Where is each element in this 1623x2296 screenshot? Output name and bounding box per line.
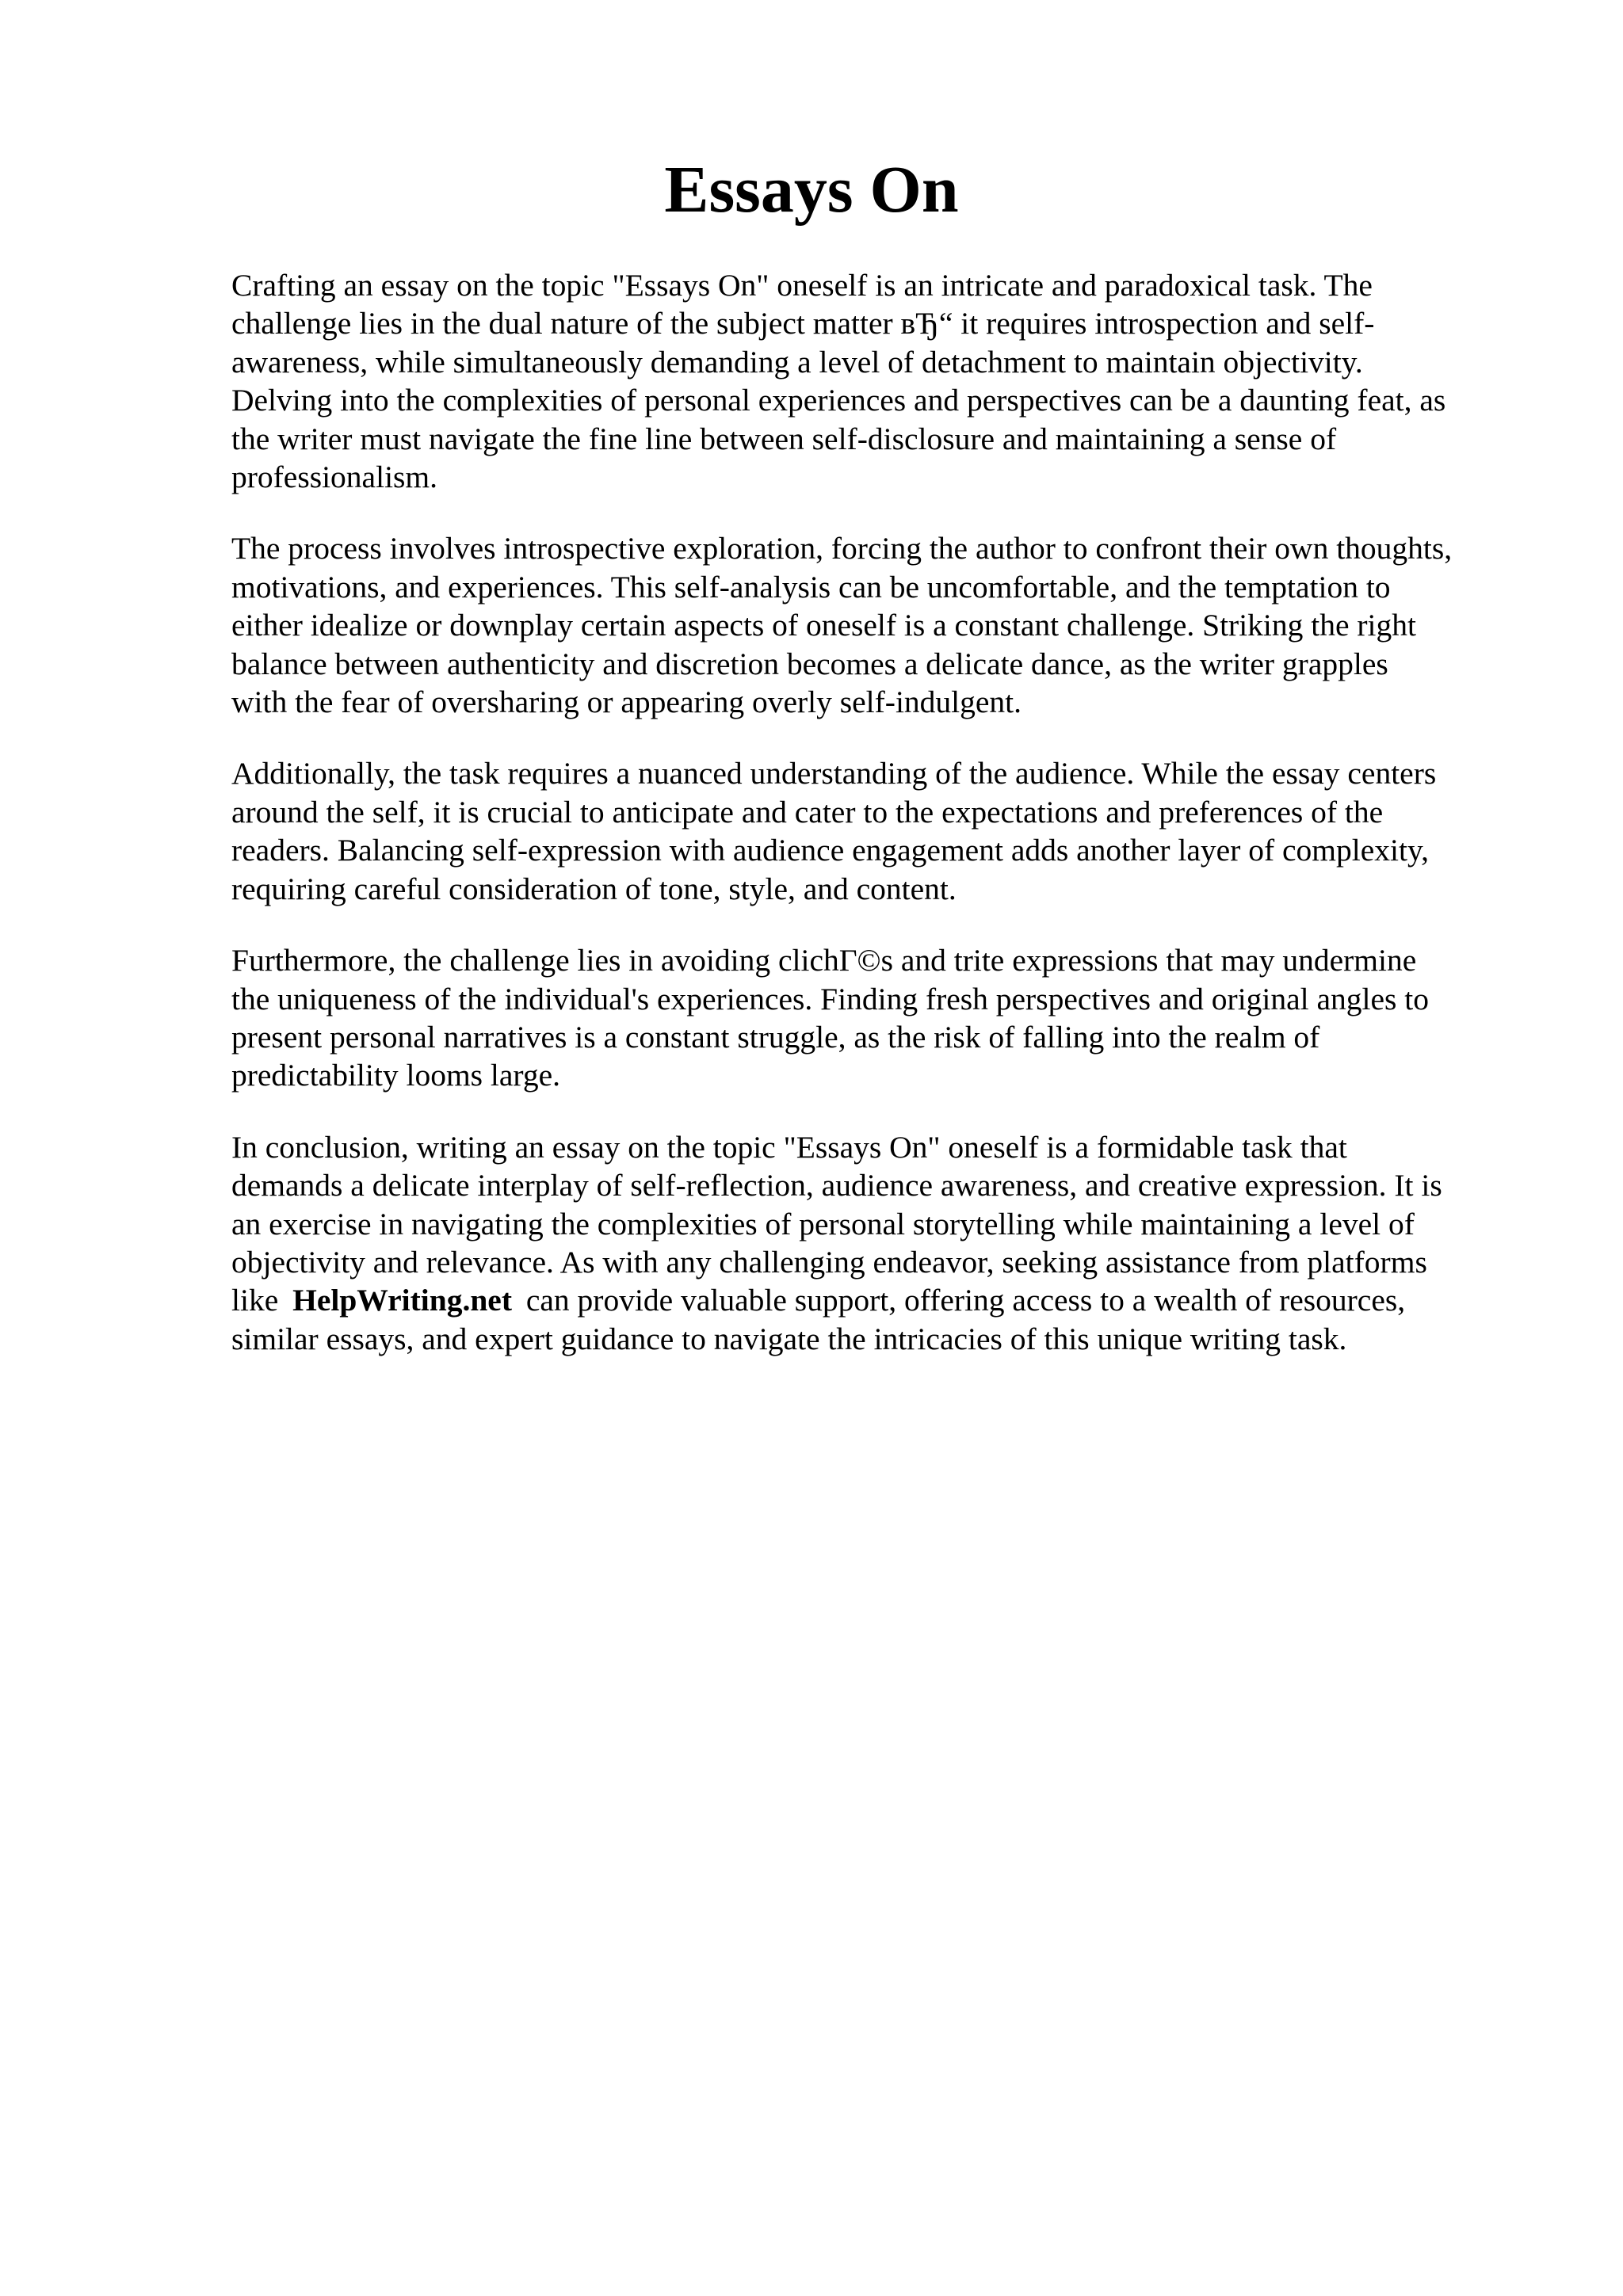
text-line: the uniqueness of the individual's experiences. Finding fresh perspectives and original angles to (231, 981, 1430, 1016)
text-line: In conclusion, writing an essay on the topic "Essays On" oneself is a formidable task that (231, 1129, 1347, 1165)
text-line: around the self, it is crucial to anticipate and cater to the expectations and preferences of the (231, 794, 1384, 830)
text-line: readers. Balancing self-expression with audience engagement adds another layer of complexity, (231, 833, 1430, 868)
text-line: demands a delicate interplay of self-reflection, audience awareness, and creative expression. It is (231, 1168, 1442, 1203)
text-line: balance between authenticity and discretion becomes a delicate dance, as the writer grapples (231, 646, 1388, 681)
paragraph-4 (231, 941, 1531, 1095)
helpwriting-link[interactable]: HelpWriting.net (292, 1283, 512, 1318)
text-line: Crafting an essay on the topic "Essays On" oneself is an intricate and paradoxical task. The (231, 268, 1373, 303)
text-line: professionalism. (231, 460, 438, 495)
text-line: motivations, and experiences. This self-analysis can be uncomfortable, and the temptation to (231, 569, 1391, 605)
text-line: Furthermore, the challenge lies in avoiding clichГ©s and trite expressions that may undermine (231, 943, 1417, 978)
text-line: with the fear of oversharing or appearing overly self-indulgent. (231, 685, 1022, 720)
text-line: objectivity and relevance. As with any challenging endeavor, seeking assistance from platforms (231, 1244, 1427, 1280)
text-line: an exercise in navigating the complexities of personal storytelling while maintaining a level of (231, 1206, 1415, 1241)
text-line: predictability looms large. (231, 1058, 561, 1093)
document-body (231, 266, 1531, 1391)
text-line: The process involves introspective exploration, forcing the author to confront their own thoughts, (231, 531, 1453, 566)
text-line: either idealize or downplay certain aspects of oneself is a constant challenge. Striking the right (231, 608, 1417, 643)
paragraph-5 (231, 1128, 1531, 1358)
text-line-with-link (231, 1281, 1531, 1319)
text-line: requiring careful consideration of tone, style, and content. (231, 871, 957, 906)
text-line: challenge lies in the dual nature of the subject matter вЂ“ it requires introspection and self- (231, 306, 1375, 341)
document-title: Essays On (664, 153, 959, 227)
text-line: Delving into the complexities of personal experiences and perspectives can be a daunting feat, as (231, 383, 1446, 418)
text-line: present personal narratives is a constant struggle, as the risk of falling into the realm of (231, 1019, 1320, 1055)
paragraph-2 (231, 529, 1531, 721)
text-line: the writer must navigate the fine line between self-disclosure and maintaining a sense of (231, 421, 1337, 456)
paragraph-3 (231, 754, 1531, 908)
paragraph-1 (231, 266, 1531, 496)
text-line: similar essays, and expert guidance to navigate the intricacies of this unique writing task. (231, 1321, 1347, 1356)
text-fragment: like (231, 1283, 279, 1318)
text-line: awareness, while simultaneously demanding a level of detachment to maintain objectivity. (231, 344, 1363, 379)
text-fragment: can provide valuable support, offering access to a wealth of resources, (525, 1283, 1406, 1318)
text-line: Additionally, the task requires a nuanced understanding of the audience. While the essay centers (231, 756, 1437, 791)
